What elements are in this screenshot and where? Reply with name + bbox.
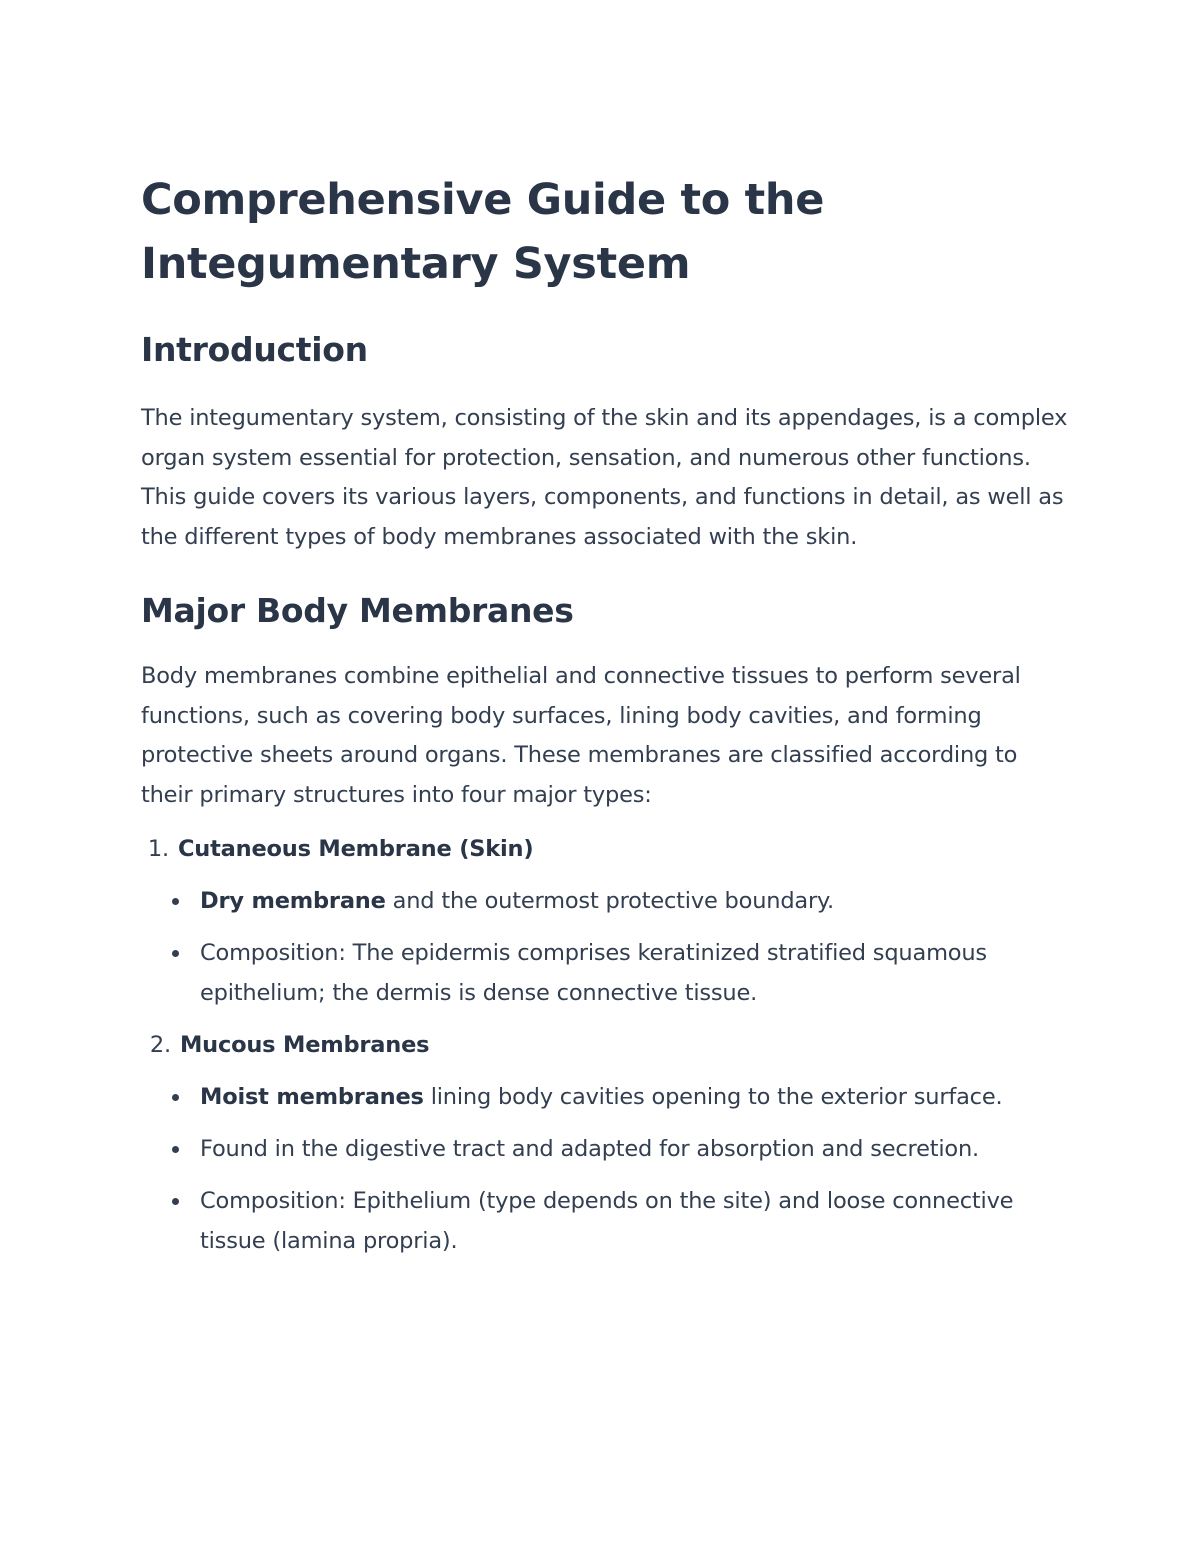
- bullet-dot-icon: [172, 1198, 179, 1205]
- bullet-text: lining body cavities opening to the exterior surface.: [423, 1084, 1003, 1110]
- membranes-paragraph: Body membranes combine epithelial and connective tissues to perform several functions, such as covering body surfaces, lining body cavities, and forming protective sheets around organs. These membranes are classified according to their primary structures into four major types:: [141, 663, 1021, 808]
- introduction-heading: Introduction: [141, 330, 368, 369]
- bullet-dot-icon: [172, 1094, 179, 1101]
- bullet-bold-term: Moist membranes: [200, 1084, 424, 1110]
- list-item-title: Mucous Membranes: [179, 1032, 430, 1058]
- bullet-dot-icon: [172, 950, 179, 957]
- bullet-text: and the outermost protective boundary.: [385, 888, 834, 914]
- page-title: Comprehensive Guide to the Integumentary System: [141, 175, 825, 289]
- list-number: 2.: [149, 1032, 171, 1058]
- mucous-bullets: [141, 1077, 1071, 1261]
- list-item-cutaneous-membrane: [141, 829, 1071, 1013]
- bullet-item: [141, 1181, 1071, 1261]
- document-page: [141, 168, 1071, 1273]
- bullet-dot-icon: [172, 898, 179, 905]
- bullet-text: Composition: Epithelium (type depends on the site) and loose connective tissue (lamina propria).: [200, 1188, 1014, 1254]
- bullet-text: Found in the digestive tract and adapted for absorption and secretion.: [200, 1136, 979, 1162]
- membrane-types-list: [141, 829, 1071, 1261]
- list-item-title: Cutaneous Membrane (Skin): [177, 836, 534, 862]
- bullet-dot-icon: [172, 1146, 179, 1153]
- bullet-text: Composition: The epidermis comprises keratinized stratified squamous epithelium; the dermis is dense connective tissue.: [200, 940, 987, 1006]
- major-body-membranes-heading: Major Body Membranes: [141, 591, 574, 630]
- list-number: 1.: [147, 836, 169, 862]
- bullet-item: [141, 1077, 1071, 1117]
- cutaneous-bullets: [141, 881, 1071, 1013]
- introduction-paragraph: The integumentary system, consisting of the skin and its appendages, is a complex organ system essential for protection, sensation, and numerous other functions. This guide covers its various layers, components, and functions in detail, as well as the different types of body membranes associated with the skin.: [141, 405, 1068, 550]
- bullet-item: [141, 933, 1071, 1013]
- bullet-item: [141, 1129, 1071, 1169]
- bullet-item: [141, 881, 1071, 921]
- bullet-bold-term: Dry membrane: [200, 888, 386, 914]
- list-item-mucous-membranes: [141, 1025, 1071, 1261]
